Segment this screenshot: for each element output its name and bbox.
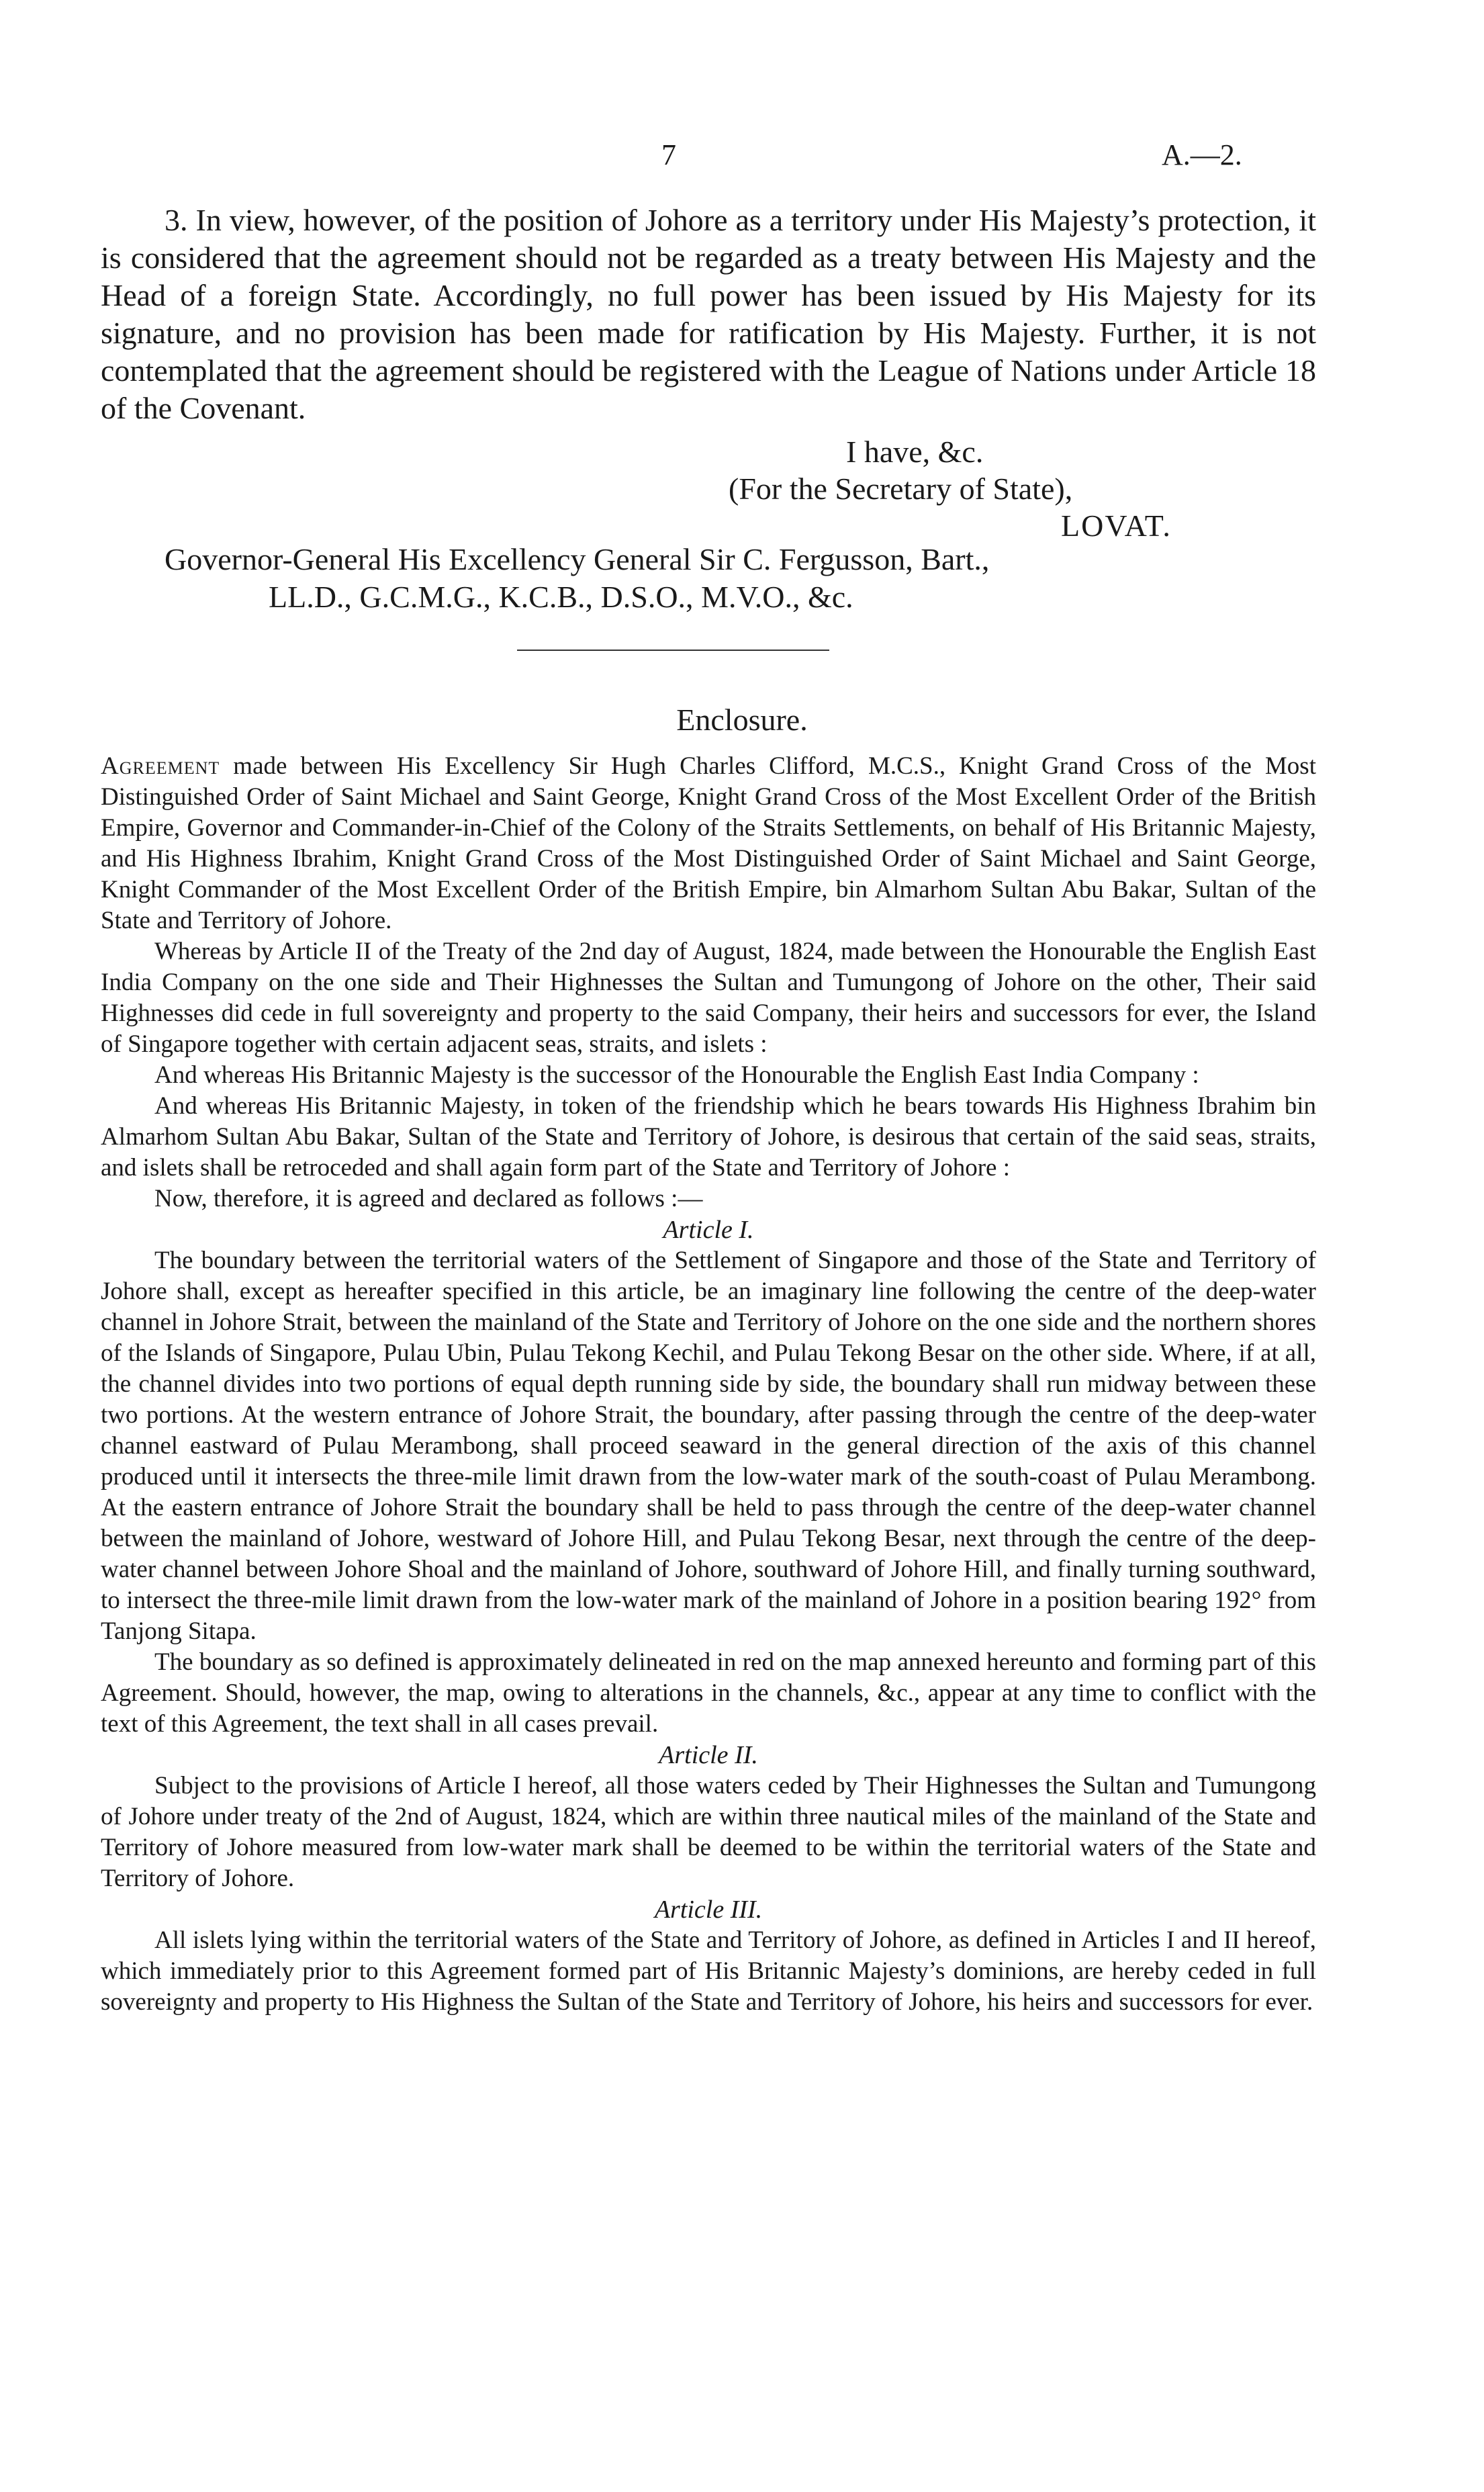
closing-on-behalf: (For the Secretary of State), [729,472,1073,506]
page-number: 7 [661,138,676,171]
whereas-paragraph-1: Whereas by Article II of the Treaty of the 2nd day of August, 1824, made between the Honourable the English East India Company on the one side and Their Highnesses the Sultan and Tumungong of Johore on the other, Their said Highnesses did cede in full sovereignty and property to the said Company, their heirs and successors for ever, the Island of Singapore together with certain adjacent seas, straits, and islets : [101,938,1316,1058]
preamble-text: made between His Excellency Sir Hugh Charles Clifford, M.C.S., Knight Grand Cross of the Most Distinguished Order of Saint Michael and Saint George, Knight Grand Cross of the Most Excellent Order of the British Empire, Governor and Commander-in-Chief of the Colony of the Straits Settlements, on behalf of His Britannic Majesty, and His Highness Ibrahim, Knight Grand Cross of the Most Distinguished Order of Saint Michael and Saint George, Knight Commander of the Most Excellent Order of the British Empire, bin Almarhom Sultan Abu Bakar, Sultan of the State and Territory of Johore. [101,752,1316,934]
article-3-heading: Article III. [654,1896,763,1924]
enclosure-body [101,751,1316,2018]
addressee-line-1: Governor-General His Excellency General Sir C. Fergusson, Bart., [165,542,990,576]
article-2-paragraph-1: Subject to the provisions of Article I hereof, all those waters ceded by Their Highnesses the Sultan and Tumungong of Johore under treaty of the 2nd of August, 1824, which are within three nautical miles of the mainland of the State and Territory of Johore measured from low-water mark shall be deemed to be within the territorial waters of the State and Territory of Johore. [101,1772,1316,1892]
closing-salutation: I have, &c. [846,435,984,469]
article-1-paragraph-2: The boundary as so defined is approximately delineated in red on the map annexed hereunto and forming part of this Agreement. Should, however, the map, owing to alterations in the channels, &c., appear at any time to conflict with the text of this Agreement, the text shall in all cases prevail. [101,1648,1316,1738]
whereas-paragraph-3: And whereas His Britannic Majesty, in token of the friendship which he bears towards His Highness Ibrahim bin Almarhom Sultan Abu Bakar, Sultan of the State and Territory of Johore, is desirous that certain of the said seas, straits, and islets shall be retroceded and shall again form part of the State and Territory of Johore : [101,1092,1316,1182]
letter-paragraph-3: 3. In view, however, of the position of Johore as a territory under His Majesty’s protection, it is considered that the agreement should not be regarded as a treaty between His Majesty and the Head of a foreign State. Accordingly, no full power has been issued by His Majesty for its signature, and no provision has been made for ratification by His Majesty. Further, it is not contemplated that the agreement should be registered with the League of Nations under Article 18 of the Covenant. [101,203,1316,425]
article-1-paragraph-1: The boundary between the territorial waters of the Settlement of Singapore and those of the State and Territory of Johore shall, except as hereafter specified in this article, be an imaginary line following the centre of the deep-water channel in Johore Strait, between the mainland of the State and Territory of Johore on the one side and the northern shores of the Islands of Singapore, Pulau Ubin, Pulau Tekong Kechil, and Pulau Tekong Besar on the other side. Where, if at all, the channel divides into two portions of equal depth running side by side, the boundary shall run midway between these two portions. At the western entrance of Johore Strait, the boundary, after passing through the centre of the deep-water channel eastward of Pulau Merambong, shall proceed seaward in the general direction of the axis of this channel produced until it intersects the three-mile limit drawn from the low-water mark of the south-coast of Pulau Merambong. At the eastern entrance of Johore Strait the boundary shall be held to pass through the centre of the deep-water channel between the mainland of Johore, westward of Johore Hill, and Pulau Tekong Besar, next through the centre of the deep-water channel between Johore Shoal and the mainland of Johore, southward of Johore Hill, and finally turning southward, to intersect the three-mile limit drawn from the low-water mark of the mainland of Johore in a position bearing 192° from Tanjong Sitapa. [101,1247,1316,1645]
letter-body [101,202,1316,427]
signatory-name: LOVAT. [1061,508,1172,543]
section-divider [517,650,829,651]
now-therefore-paragraph: Now, therefore, it is agreed and declared as follows :— [154,1185,703,1212]
agreement-preamble [101,751,1316,936]
series-reference: A.—2. [1162,138,1242,171]
page-header [0,138,1484,178]
article-2-heading: Article II. [659,1741,758,1769]
article-3-paragraph-1: All islets lying within the territorial waters of the State and Territory of Johore, as defined in Articles I and II hereof, which immediately prior to this Agreement formed part of His Britannic Majesty’s dominions, are hereby ceded in full sovereignty and property to His Highness the Sultan of the State and Territory of Johore, his heirs and successors for ever. [101,1926,1316,2016]
whereas-paragraph-2: And whereas His Britannic Majesty is the successor of the Honourable the English East India Company : [154,1061,1199,1089]
article-1-heading: Article I. [663,1216,754,1244]
agreement-word: Agreement [101,752,220,780]
addressee-line-2: LL.D., G.C.M.G., K.C.B., D.S.O., M.V.O., &c. [269,580,853,614]
enclosure-title: Enclosure. [676,703,808,737]
